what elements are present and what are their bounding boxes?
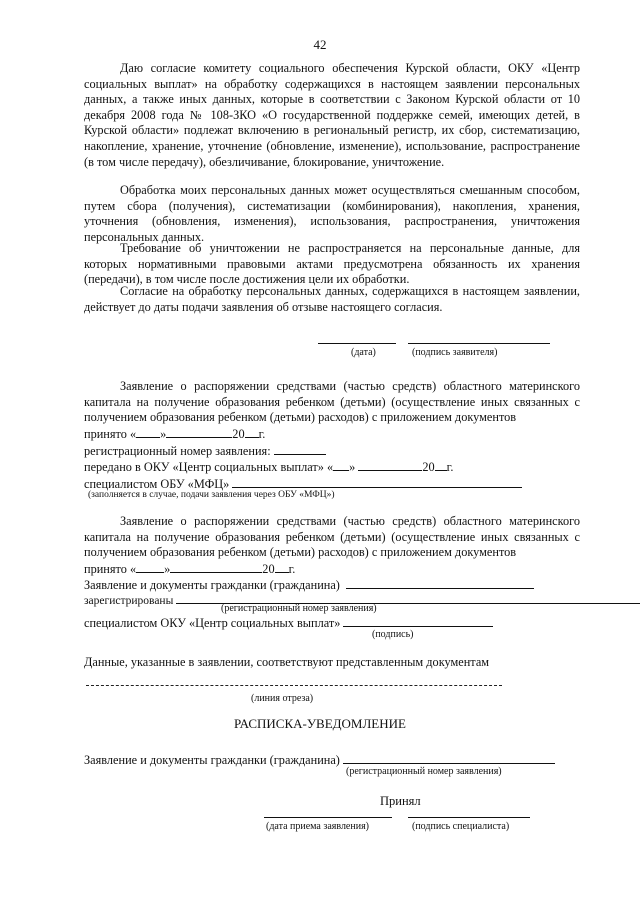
receipt-accepted-label: Принял [380,794,421,808]
specialist-sign-caption: (подпись) [372,629,414,640]
receipt-title: РАСПИСКА-УВЕДОМЛЕНИЕ [234,716,406,731]
month-blank [170,561,262,573]
year-suffix: г. [258,427,266,441]
data-match-statement: Данные, указанные в заявлении, соответствуют представленным документам [84,655,490,669]
specialist-line [84,615,493,631]
transferred-month-blank [358,459,422,471]
day-blank [136,561,164,573]
date-caption: (дата) [351,347,376,358]
reg-number-line-1 [84,443,326,459]
mfc-specialist-blank [232,476,522,488]
receipt-docs-blank [343,752,555,764]
year-prefix: 20 [262,562,275,576]
transferred-line [84,459,453,475]
specialist-sign-blank [343,615,493,627]
specialist-label: специалистом ОКУ «Центр социальных выплат» [84,616,341,630]
year-blank [275,561,289,573]
quote-close: » [349,460,356,474]
mfc-specialist-label: специалистом ОБУ «МФЦ» [84,477,230,491]
docs-citizen-label: Заявление и документы гражданки (гражданина) [84,578,340,592]
docs-citizen-blank [346,577,534,589]
consent-paragraph-4: Согласие на обработку персональных данных, содержащихся в настоящем заявлении, действует до даты подачи заявления об отзыве настоящего согласия. [84,284,580,314]
receipt-reg-caption: (регистрационный номер заявления) [346,766,502,777]
application-paragraph-1: Заявление о распоряжении средствами (частью средств) областного материнского капитала на получение образования ребенком (детьми) (осуществление иных связанных с получением образования ребенком (детьми) расходов) с приложением документов [84,379,580,425]
quote-close: » [164,562,171,576]
receipt-date-line [264,817,392,818]
accepted-line-1 [84,426,265,442]
date-signature-line [318,343,396,344]
docs-citizen-line [84,577,534,593]
accepted-line-2 [84,561,295,577]
reg-number-caption: (регистрационный номер заявления) [221,603,377,614]
applicant-signature-caption: (подпись заявителя) [412,347,498,358]
application-paragraph-2: Заявление о распоряжении средствами (частью средств) областного материнского капитала на получение образования ребенком (детьми) (осуществление иных связанных с получением образования ребенком (детьми) расходов) с приложением документов [84,514,580,560]
cut-line-caption: (линия отреза) [251,693,314,704]
consent-paragraph-1: Даю согласие комитету социального обеспечения Курской области, ОКУ «Центр социальных выплат» на обработку содержащихся в настоящем заявлении персональных данных, а также иных данных, которые в соответствии с Законом Курской области от 10 декабря 2008 года № 108-ЗКО «О государственной поддержке семей, имеющих детей, в Курской области» подлежат включению в региональный регистр, их сбор, систематизацию, накопление, хранение, уточнение (обновление, изменение), использование, распространение (в том числе передачу), обезличивание, блокирование, уничтожение. [84,61,580,169]
page-number: 42 [313,37,327,52]
receipt-date-caption: (дата приема заявления) [266,821,370,832]
transferred-day-blank [333,459,349,471]
accepted-label: принято « [84,562,137,576]
year-suffix: г. [446,460,454,474]
cut-line [86,685,502,686]
applicant-signature-line [408,343,550,344]
year-prefix: 20 [232,427,245,441]
year-suffix: г. [288,562,296,576]
day-blank [136,426,160,438]
receipt-docs-label: Заявление и документы гражданки (гражданина) [84,753,340,767]
quote-close: » [160,427,167,441]
month-blank [166,426,232,438]
receipt-sign-caption: (подпись специалиста) [412,821,510,832]
year-blank [245,426,259,438]
registered-label: зарегистрированы [84,595,174,607]
year-prefix: 20 [422,460,435,474]
transferred-label: передано в ОКУ «Центр социальных выплат» « [84,460,334,474]
reg-number-label: регистрационный номер заявления: [84,444,271,458]
mfc-note: (заполняется в случае, подачи заявления через ОБУ «МФЦ») [88,490,335,500]
reg-number-blank [274,443,326,455]
consent-paragraph-3: Требование об уничтожении не распространяется на персональные данные, для которых нормативными правовыми актами предусмотрена обязанность их хранения (передачи), в том числе после достижения цели их обработки. [84,241,580,287]
consent-paragraph-2: Обработка моих персональных данных может осуществляться смешанным способом, путем сбора (получения), систематизации (комбинирования), накопления, хранения, уточнения (обновления, изменения), использования, распространения, уничтожения персональных данных. [84,183,580,244]
accepted-label: принято « [84,427,137,441]
receipt-sign-line [408,817,530,818]
transferred-year-blank [435,459,447,471]
